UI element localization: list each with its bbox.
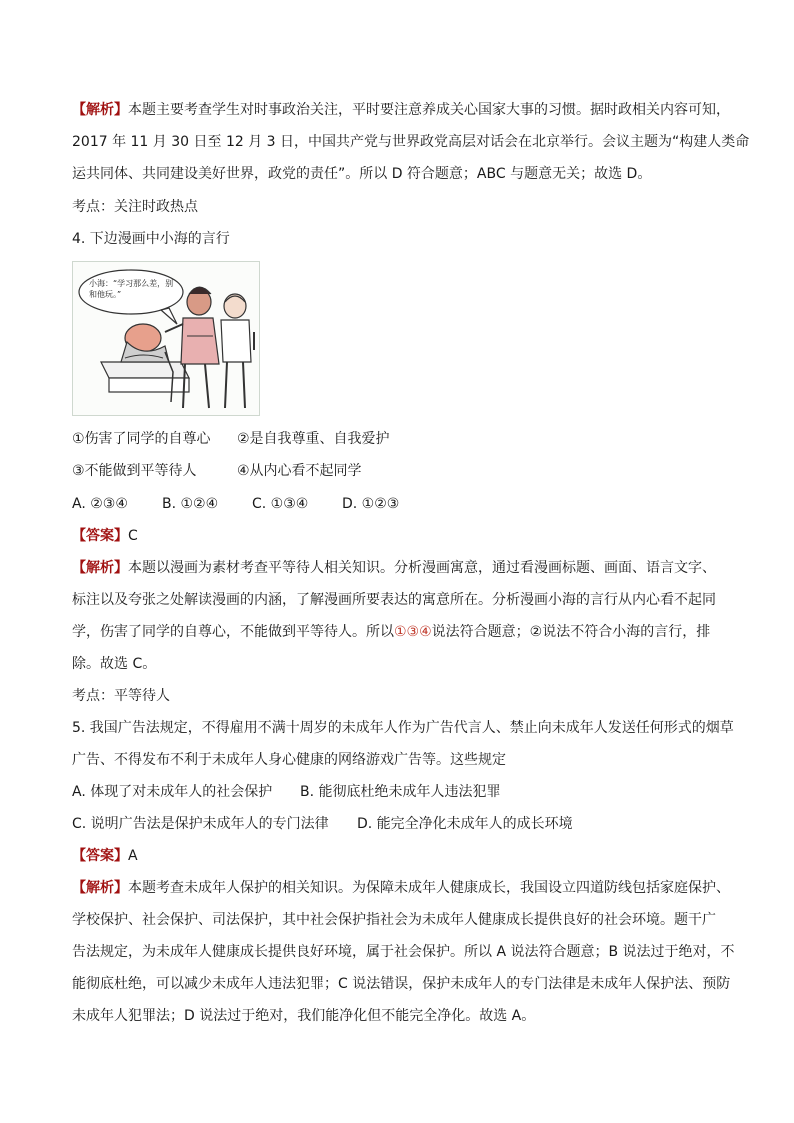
q4-choice-a: A. ②③④ <box>72 496 128 512</box>
q5-choice-c: C. 说明广告法是保护未成年人的专门法律 <box>72 816 329 832</box>
analysis-tag: 【解析】 <box>72 880 128 896</box>
q5-answer: 【答案】A <box>72 848 138 864</box>
q4-analysis-line-3: 学，伤害了同学的自尊心，不能做到平等待人。所以①③④说法符合题意；②说法不符合小海的言行，排 <box>72 624 711 640</box>
q4-kaodian: 考点：平等待人 <box>72 688 170 704</box>
q4-choices <box>72 494 399 514</box>
q4-analysis-line-1: 【解析】本题以漫画为素材考查平等待人相关知识。分析漫画寓意，通过看漫画标题、画面、语言文字、 <box>72 560 716 576</box>
answer-tag: 【答案】 <box>72 528 128 544</box>
q4-choice-c: C. ①③④ <box>252 496 309 512</box>
q3-analysis-line-1: 【解析】本题主要考查学生对时事政治关注，平时要注意养成关心国家大事的习惯。据时政相关内容可知， <box>72 102 730 118</box>
q4-analysis-line-2: 标注以及夸张之处解读漫画的内涵，了解漫画所要表达的寓意所在。分析漫画小海的言行从内心看不起同 <box>72 592 716 608</box>
q5-analysis-line-2: 学校保护、社会保护、司法保护，其中社会保护指社会为未成年人健康成长提供良好的社会环境。题干广 <box>72 912 716 928</box>
q4-choice-b: B. ①②④ <box>162 496 219 512</box>
q5-choices-row-2 <box>72 814 573 834</box>
q4-answer: 【答案】C <box>72 528 138 544</box>
cartoon-image <box>72 261 260 416</box>
q5-choices-row-1 <box>72 782 501 802</box>
q4-options-row-1 <box>72 429 390 449</box>
q4-analysis-line-4: 除。故选 C。 <box>72 656 157 672</box>
answer-tag: 【答案】 <box>72 848 128 864</box>
q5-choice-a: A. 体现了对未成年人的社会保护 <box>72 784 273 800</box>
q5-choice-d: D. 能完全净化未成年人的成长环境 <box>357 816 573 832</box>
q4-option-2: ②是自我尊重、自我爱护 <box>237 431 390 447</box>
q4-option-4: ④从内心看不起同学 <box>237 463 362 479</box>
q5-analysis-line-4: 能彻底杜绝，可以减少未成年人违法犯罪；C 说法错误，保护未成年人的专门法律是未成年人保护法、预防 <box>72 976 731 992</box>
q5-analysis-line-5: 未成年人犯罪法；D 说法过于绝对，我们能净化但不能完全净化。故选 A。 <box>72 1008 536 1024</box>
q4-stem: 4. 下边漫画中小海的言行 <box>72 231 230 247</box>
q5-choice-b: B. 能彻底杜绝未成年人违法犯罪 <box>300 784 501 800</box>
analysis-tag: 【解析】 <box>72 560 128 576</box>
cartoon-caption: 小海：“学习那么差，别和他玩。” <box>89 279 174 299</box>
q4-options-row-2 <box>72 461 362 481</box>
q5-stem-line-2: 广告、不得发布不利于未成年人身心健康的网络游戏广告等。这些规定 <box>72 752 506 768</box>
q3-analysis-line-2: 2017 年 11 月 30 日至 12 月 3 日，中国共产党与世界政党高层对话会在北京举行。会议主题为“构建人类命 <box>72 134 750 150</box>
q5-analysis-line-3: 告法规定，为未成年人健康成长提供良好环境，属于社会保护。所以 A 说法符合题意；B 说法过于绝对，不 <box>72 944 735 960</box>
q4-option-3: ③不能做到平等待人 <box>72 463 197 479</box>
highlighted-options: ①③④ <box>394 624 432 640</box>
q3-analysis-line-3: 运共同体、共同建设美好世界，政党的责任”。所以 D 符合题意；ABC 与题意无关；故选 D。 <box>72 166 652 182</box>
cartoon-drawing <box>73 262 259 415</box>
q4-option-1: ①伤害了同学的自尊心 <box>72 431 211 447</box>
q4-choice-d: D. ①②③ <box>342 496 400 512</box>
analysis-tag: 【解析】 <box>72 102 128 118</box>
q5-stem-line-1: 5. 我国广告法规定，不得雇用不满十周岁的未成年人作为广告代言人、禁止向未成年人发送任何形式的烟草 <box>72 720 734 736</box>
q3-kaodian: 考点：关注时政热点 <box>72 199 198 215</box>
q5-analysis-line-1: 【解析】本题考查未成年人保护的相关知识。为保障未成年人健康成长，我国设立四道防线包括家庭保护、 <box>72 880 730 896</box>
